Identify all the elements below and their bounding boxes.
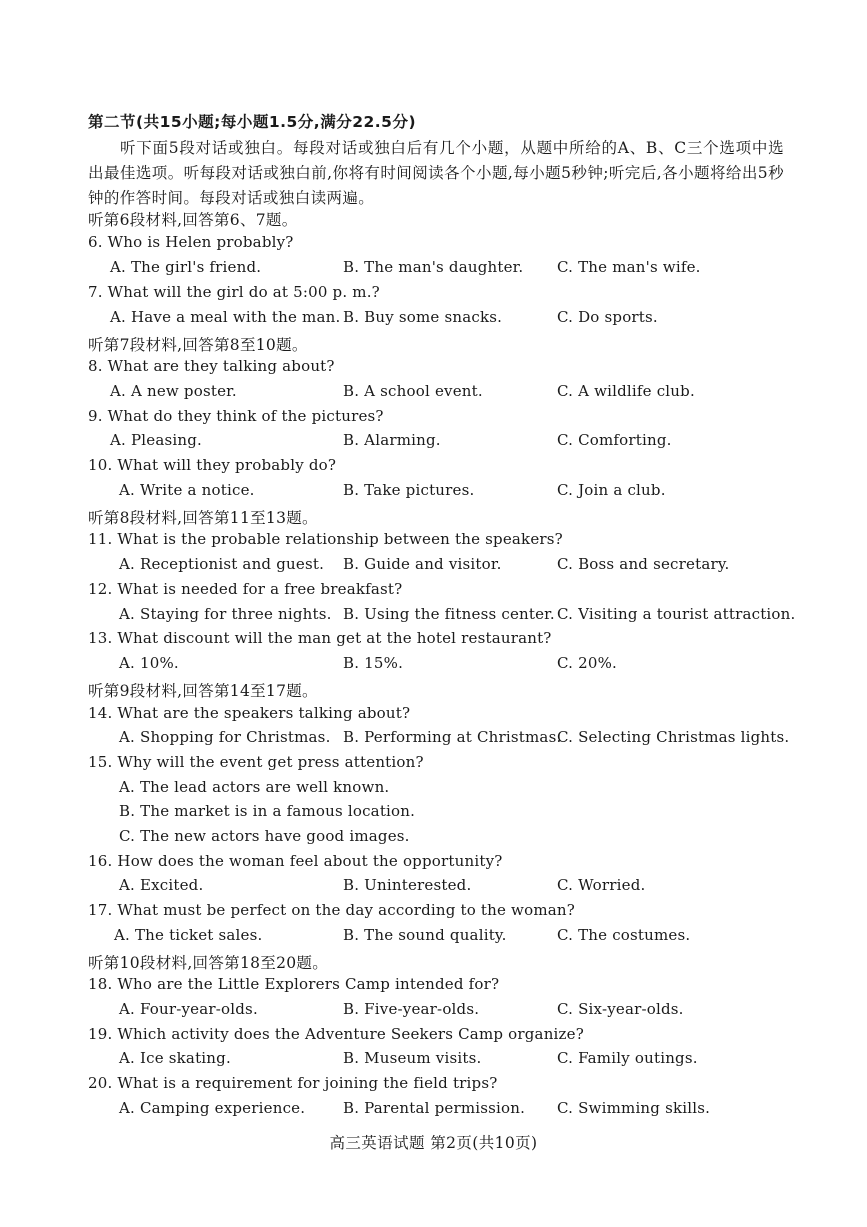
question-20: 20. What is a requirement for joining the field trips? [88,1074,498,1092]
passage-heading-7: 听第7段材料,回答第8至10题。 [88,336,308,354]
q13-option-a: A. 10%. [119,654,179,672]
q16-option-a: A. Excited. [119,876,204,894]
q10-option-a: A. Write a notice. [119,481,255,499]
question-15: 15. Why will the event get press attention? [88,753,424,771]
q9-option-c: C. Comforting. [557,431,672,449]
q8-option-c: C. A wildlife club. [557,382,695,400]
q13-option-b: B. 15%. [343,654,404,672]
q11-option-b: B. Guide and visitor. [343,555,502,573]
q17-option-c: C. The costumes. [557,926,691,944]
q18-option-c: C. Six-year-olds. [557,1000,684,1018]
q8-option-a: A. A new poster. [110,382,237,400]
question-7: 7. What will the girl do at 5:00 p. m.? [88,283,380,301]
question-18: 18. Who are the Little Explorers Camp intended for? [88,975,500,993]
question-11: 11. What is the probable relationship between the speakers? [88,530,563,548]
q18-option-b: B. Five-year-olds. [343,1000,480,1018]
question-19: 19. Which activity does the Adventure Seekers Camp organize? [88,1025,584,1043]
q17-option-b: B. The sound quality. [343,926,507,944]
q14-option-c: C. Selecting Christmas lights. [557,728,790,746]
q14-option-b: B. Performing at Christmas. [343,728,562,746]
q6-option-a: A. The girl's friend. [110,258,262,276]
question-6: 6. Who is Helen probably? [88,233,294,251]
question-16: 16. How does the woman feel about the opportunity? [88,852,503,870]
q10-option-c: C. Join a club. [557,481,666,499]
q15-option-c: C. The new actors have good images. [119,827,410,845]
question-17: 17. What must be perfect on the day according to the woman? [88,901,575,919]
q11-option-c: C. Boss and secretary. [557,555,730,573]
q19-option-a: A. Ice skating. [119,1049,231,1067]
q7-option-b: B. Buy some snacks. [343,308,503,326]
q12-option-c: C. Visiting a tourist attraction. [557,605,796,623]
section-instructions: 听下面5段对话或独白。每段对话或独白后有几个小题，从题中所给的A、B、C三个选项中选出最佳选项。听每段对话或独白前,你将有时间阅读各个小题,每小题5秒钟;听完后,各小题将给出5秒钟的作答时间。每段对话或独白读两遍。 [88,139,784,207]
question-8: 8. What are they talking about? [88,357,335,375]
q16-option-b: B. Uninterested. [343,876,472,894]
page-footer: 高三英语试题 第2页(共10页) [329,1134,538,1152]
q10-option-b: B. Take pictures. [343,481,475,499]
q15-option-a: A. The lead actors are well known. [119,778,390,796]
passage-heading-8: 听第8段材料,回答第11至13题。 [88,509,318,527]
q16-option-c: C. Worried. [557,876,646,894]
q20-option-a: A. Camping experience. [119,1099,306,1117]
q18-option-a: A. Four-year-olds. [119,1000,258,1018]
q6-option-c: C. The man's wife. [557,258,701,276]
q12-option-a: A. Staying for three nights. [119,605,332,623]
q8-option-b: B. A school event. [343,382,483,400]
q12-option-b: B. Using the fitness center. [343,605,555,623]
q9-option-b: B. Alarming. [343,431,441,449]
question-14: 14. What are the speakers talking about? [88,704,411,722]
q7-option-c: C. Do sports. [557,308,658,326]
q19-option-c: C. Family outings. [557,1049,698,1067]
passage-heading-10: 听第10段材料,回答第18至20题。 [88,954,328,972]
q14-option-a: A. Shopping for Christmas. [119,728,331,746]
q15-option-b: B. The market is in a famous location. [119,802,416,820]
q19-option-b: B. Museum visits. [343,1049,482,1067]
q9-option-a: A. Pleasing. [110,431,203,449]
q17-option-a: A. The ticket sales. [114,926,263,944]
q7-option-a: A. Have a meal with the man. [110,308,341,326]
q13-option-c: C. 20%. [557,654,617,672]
q11-option-a: A. Receptionist and guest. [119,555,325,573]
passage-heading-9: 听第9段材料,回答第14至17题。 [88,682,318,700]
passage-heading-6: 听第6段材料,回答第6、7题。 [88,211,298,229]
question-10: 10. What will they probably do? [88,456,337,474]
question-9: 9. What do they think of the pictures? [88,407,384,425]
question-13: 13. What discount will the man get at the hotel restaurant? [88,629,552,647]
question-12: 12. What is needed for a free breakfast? [88,580,403,598]
q20-option-c: C. Swimming skills. [557,1099,711,1117]
section-title: 第二节(共15小题;每小题1.5分,满分22.5分) [88,113,417,131]
q6-option-b: B. The man's daughter. [343,258,524,276]
q20-option-b: B. Parental permission. [343,1099,526,1117]
